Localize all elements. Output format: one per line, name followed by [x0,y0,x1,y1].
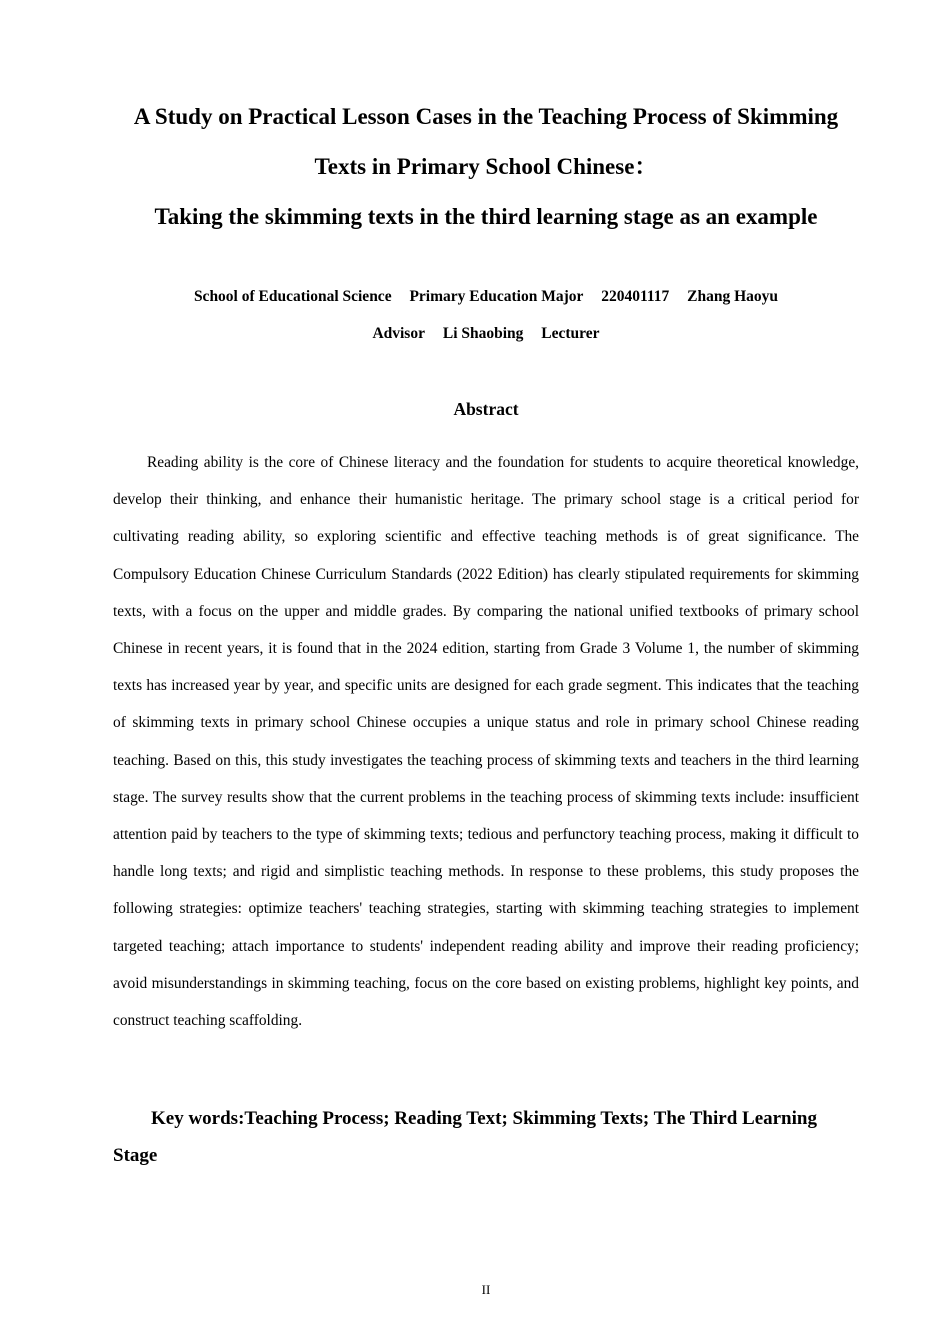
paper-subtitle: Taking the skimming texts in the third learning stage as an example [154,204,818,229]
keywords [113,1100,859,1174]
advisor-info [0,324,950,344]
advisor-title: Lecturer [541,325,600,342]
advisor-name: Li Shaobing [442,325,524,342]
author-student-id: 220401117 [601,288,670,305]
author-major: Primary Education Major [409,288,584,305]
paper-title-line-2: Texts in Primary School Chinese： [314,154,658,179]
author-info [0,287,950,307]
keywords-label: Key words: [151,1108,245,1129]
author-name: Zhang Haoyu [687,288,779,305]
paper-title-line-1: A Study on Practical Lesson Cases in the Teaching Process of Skimming [133,104,839,129]
page-number: II [481,1282,491,1297]
author-school: School of Educational Science [193,288,392,305]
advisor-label: Advisor [372,325,425,342]
abstract-body: Reading ability is the core of Chinese literacy and the foundation for students to acquire theoretical knowledge, develop their thinking, and enhance their humanistic heritage. The primary school stage is a critical period for cultivating reading ability, so exploring scientific and effective teaching methods is of great significance. The Compulsory Education Chinese Curriculum Standards (2022 Edition) has clearly stipulated requirements for skimming texts, with a focus on the upper and middle grades. By comparing the national unified textbooks of primary school Chinese in recent years, it is found that in the 2024 edition, starting from Grade 3 Volume 1, the number of skimming texts has increased year by year, and specific units are designed for each grade segment. This indicates that the teaching of skimming texts in primary school Chinese occupies a unique status and role in primary school Chinese reading teaching. Based on this, this study investigates the teaching process of skimming texts and teachers in the third learning stage. The survey results show that the current problems in the teaching process of skimming texts include: insufficient attention paid by teachers to the type of skimming texts; tedious and perfunctory teaching process, making it difficult to handle long texts; and rigid and simplistic teaching methods. In response to these problems, this study proposes the following strategies: optimize teachers' teaching strategies, starting with skimming teaching strategies to implement targeted teaching; attach importance to students' independent reading ability and improve their reading proficiency; avoid misunderstandings in skimming teaching, focus on the core based on existing problems, highlight key points, and construct teaching scaffolding. [113,454,859,1030]
abstract-heading: Abstract [453,399,519,419]
keywords-text: Teaching Process; Reading Text; Skimming Texts; The Third Learning Stage [113,1108,817,1166]
